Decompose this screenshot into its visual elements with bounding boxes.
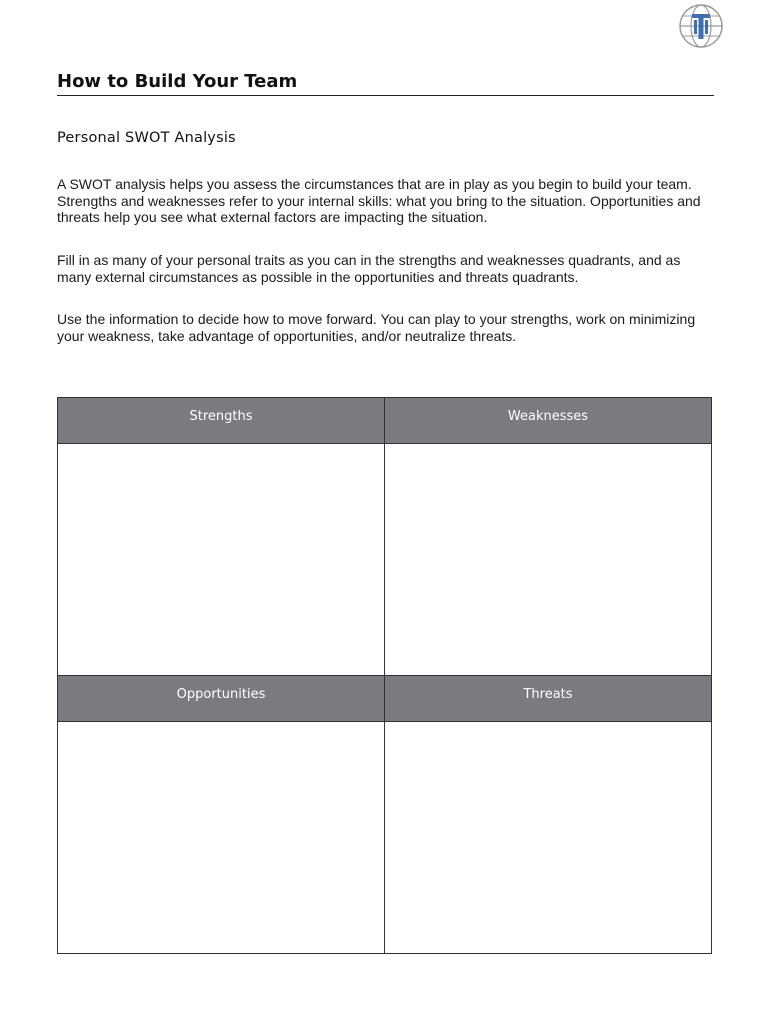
threats-cell[interactable]	[385, 722, 711, 953]
section-subtitle: Personal SWOT Analysis	[57, 130, 236, 146]
globe-logo-icon	[677, 2, 725, 50]
strengths-header: Strengths	[58, 398, 385, 444]
page-title: How to Build Your Team	[57, 70, 714, 96]
threats-header: Threats	[385, 676, 711, 722]
weaknesses-cell[interactable]	[385, 444, 711, 676]
intro-paragraph: A SWOT analysis helps you assess the circumstances that are in play as you begin to build your team. Strengths and weaknesses refer to your internal skills: what you bring to the situation. Opportunities and threats help you see what external factors are impacting the situation.	[57, 176, 701, 225]
weaknesses-header: Weaknesses	[385, 398, 711, 444]
opportunities-header: Opportunities	[58, 676, 385, 722]
instructions-paragraph: Fill in as many of your personal traits as you can in the strengths and weaknesses quadrants, and as many external circumstances as possible in the opportunities and threats quadrants.	[57, 252, 681, 285]
usage-paragraph: Use the information to decide how to move forward. You can play to your strengths, work on minimizing your weakness, take advantage of opportunities, and/or neutralize threats.	[57, 311, 696, 344]
swot-grid	[57, 397, 712, 954]
strengths-cell[interactable]	[58, 444, 385, 676]
opportunities-cell[interactable]	[58, 722, 385, 953]
